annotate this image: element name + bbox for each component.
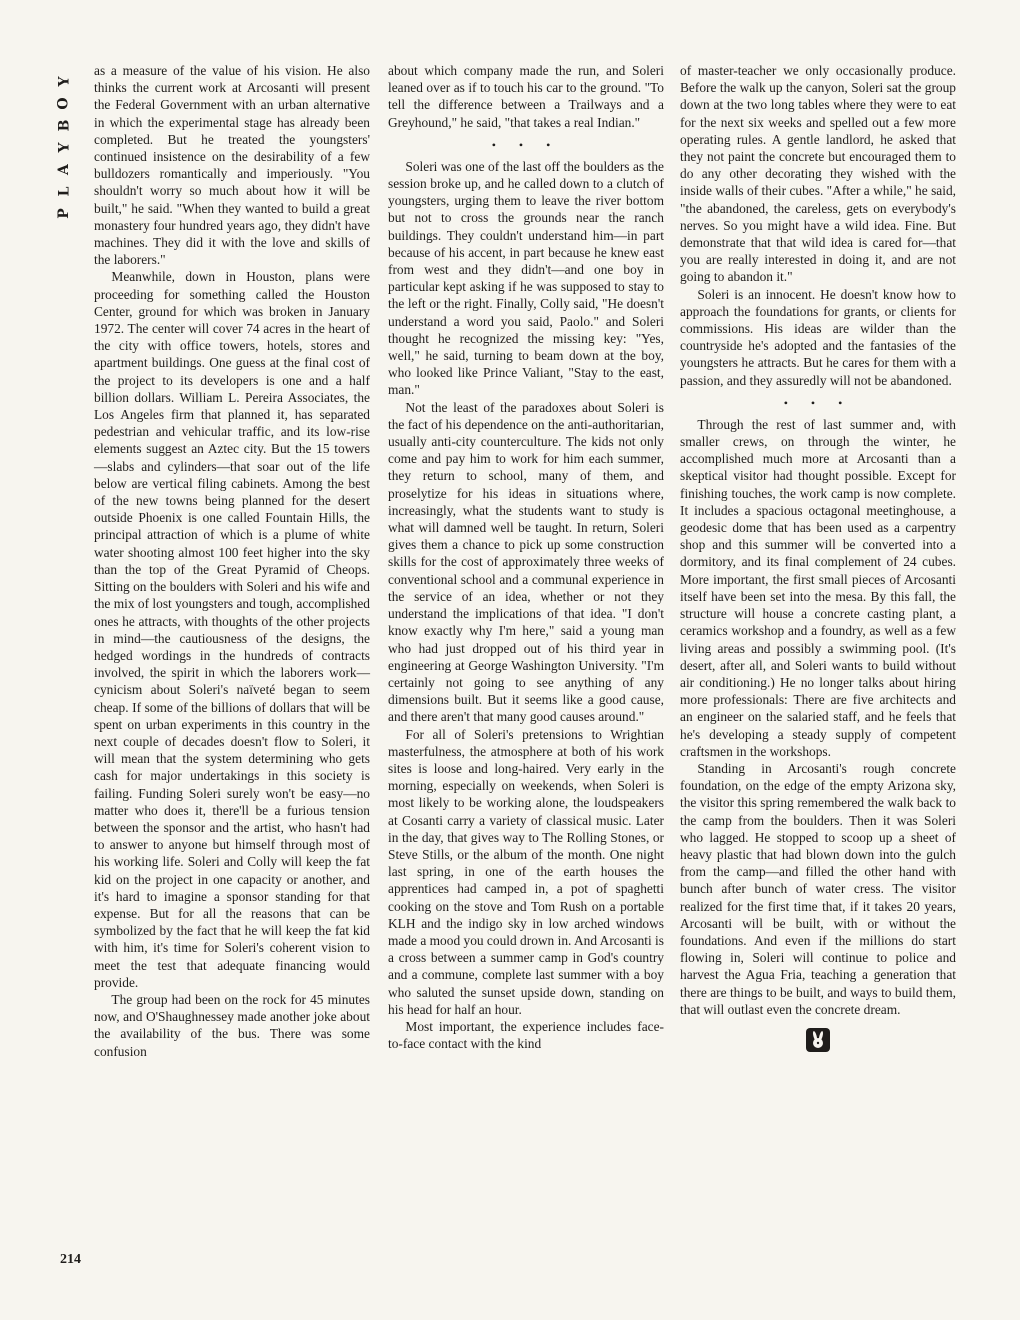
masthead-letter: B (56, 118, 72, 132)
masthead-letter: L (56, 185, 72, 197)
masthead-letter: A (56, 163, 72, 175)
article-column-2 (388, 62, 664, 1052)
section-separator: • • • (783, 395, 853, 410)
article-paragraph: as a measure of the value of his vision. He also thinks the current work at Arcosanti will present the Federal Government with an urban alternative in which the experimental stage has already been completed. But he treated the youngsters' continued insistence on the desirability of a few bulldozers romantically and imperiously. "You shouldn't worry so much about how it will be built," he said. "When they wanted to build a great monastery four hundred years ago, they didn't have machines. They did it with the love and skills of the laborers." (94, 63, 370, 268)
masthead-letter: Y (56, 75, 72, 87)
article-paragraph: Soleri was one of the last off the boulders as the session broke up, and he called down to a clutch of youngsters, urging them to leave the river bottom but not to cross the grounds near the ranch buildings. They couldn't understand him—in part because of his accent, in part because he knew east from west and they didn't—and one boy in particular kept asking if he was supposed to stay to the left or the right. Finally, Colly said, "He doesn't understand a word you said, Paolo." and Soleri thought he recognized the missing key: "Yes, well," he said, turning to beam down at the boy, who looked like Prince Valiant, "Stay to the east, man." (388, 158, 664, 398)
article-paragraph: For all of Soleri's pretensions to Wrightian masterfulness, the atmosphere at both of his work sites is loose and long-haired. Very early in the morning, especially on weekends, when Soleri is most likely to be working alone, the loudspeakers at Cosanti carry a variety of classical music. Later in the day, that gives way to The Rolling Stones, or Steve Stills, or the album of the month. One night last spring, in one of the earth houses the apprentices had camped in, a pot of spaghetti cooking on the stove and Tom Rush on a portable KLH and the indigo sky in low arched windows made a mood you could drown in. And Arcosanti is a cross between a summer camp in God's country and a commune, complete last summer with a boy who saluted the sunset upside down, standing on his head for half an hour. (388, 726, 664, 1017)
masthead-letter: Y (56, 141, 72, 153)
article-paragraph: Through the rest of last summer and, with smaller crews, on through the winter, he accomplished much more at Arcosanti than a skeptical visitor had thought possible. Except for finishing touches, the work camp is now complete. It includes a spacious octagonal meetinghouse, a geodesic dome that has been used as a carpentry shop and this summer will be converted into a dormitory, and its final complement of 24 cubes. More important, the first small pieces of Arcosanti itself have been set into the mesa. By this fall, the structure will house a concrete casting plant, a ceramics workshop and a foundry, as well as a few living areas and possibly a swimming pool. (It's desert, after all, and Soleri wants to build without air conditioning.) He no longer talks about hiring more professionals: There are five architects and an engineer on the salaried staff, and he feels that he's developing a steady supply of competent craftsmen in the workshops. (680, 416, 956, 759)
article-column-3 (680, 62, 956, 1052)
article-column-1 (94, 62, 370, 1060)
masthead-letter: P (56, 207, 72, 219)
section-separator: • • • (491, 137, 561, 152)
article-paragraph: Standing in Arcosanti's rough concrete foundation, on the edge of the empty Arizona sky, the visitor this spring remembered the walk back to the camp from the boulders. Then it was Soleri who lagged. He stopped to scoop up a sheet of heavy plastic that had blown down into the gulch from the camp—and filled the other hand with bunch after bunch of water cress. The visitor realized for the first time that, if it takes 20 years, Arcosanti will be built, with or without the foundations. And even if the millions do start flowing in, Soleri will continue to police and harvest the Agua Fria, teaching a generation that there are things to be built, and ways to build them, that will outlast even the concrete dream. (680, 760, 956, 1017)
article-paragraph: The group had been on the rock for 45 minutes now, and O'Shaughnessey made another joke about the availability of the bus. There was some confusion (94, 991, 370, 1059)
article-paragraph: about which company made the run, and Soleri leaned over as if to touch his car to the ground. "To tell the difference between a Trailways and a Greyhound," he said, "that takes a real Indian." (388, 63, 664, 130)
magazine-masthead (44, 70, 84, 230)
page-number: 214 (60, 1252, 81, 1267)
article-paragraph: Not the least of the paradoxes about Soleri is the fact of his dependence on the anti-authoritarian, usually anti-city counterculture. The kids not only come and pay him to work for him each summer, they return to school, many of them, and proselytize for his ideas in situations where, increasingly, what the students want to study is what will damned well be taught. In return, Soleri gives them a chance to pick up some construction skills for the cost of approximately three weeks of conventional school and a communal experience in the service of an idea, whether or not they understand the implications of that idea. "I don't know exactly why I'm here," said a young man who had just dropped out of his third year in engineering at George Washington University. "I'm certainly not going to see anything of any dimensions built. But it seems like a good cause, and there aren't that many good causes around." (388, 399, 664, 725)
article-paragraph: of master-teacher we only occasionally produce. Before the walk up the canyon, Soleri sat the group down at the two long tables where they were to eat for the next six weeks and spelled out a few more operating rules. A gentle landlord, he asked that they not paint the concrete but encouraged them to do any other decorating they wished with the inside walls of their cubes. "After a while," he said, "the abandoned, the careless, gets on everybody's nerves. So you might have a wild idea. Fine. But demonstrate that that wild idea is cared for—that you are really interested in doing it, and are not going to abandon it." (680, 63, 956, 285)
article-paragraph: Meanwhile, down in Houston, plans were proceeding for something called the Houston Center, ground for which was broken in January 1972. The center will cover 74 acres in the heart of the city with office towers, hotels, stores and apartment buildings. One guess at the final cost of the project to its developers is one and a half billion dollars. William L. Pereira Associates, the Los Angeles firm that planned it, has separated pedestrian and vehicular traffic, and its low-rise elements suggest an Aztec city. But the 15 towers—slabs and cylinders—that soar out of the life below are vertical filing cabinets. Among the best of the new towns being planned for the desert outside Phoenix is one called Fountain Hills, the principal attraction of which is a plume of white water shooting almost 100 feet higher into the sky than the top of the Great Pyramid of Cheops. Sitting on the boulders with Soleri and his wife and the mix of lost youngsters and tough, accomplished ones he attracts, with thoughts of the other projects in mind—the cautiousness of the designs, the hedged wordings in the hundreds of contracts involved, the spirit in which the laborers work—cynicism about Soleri's naïveté began to seem cheap. If some of the billions of dollars that will be spent on urban experiments in this country in the next couple of decades doesn't flow to Soleri, it will mean that the system determining who gets cash for major undertakings in this society is failing. Funding Soleri surely won't be easy—no matter who does it, there'll be a furious tension between the sponsor and the artist, who hasn't had to answer to anyone but himself through most of his working life. Soleri and Colly will keep the fat kid on the project in one capacity or another, and it's hard to imagine a sponsor standing for that expense. But for all the reasons that can be symbolized by the fact that he will keep the fat kid with him, it's time for Soleri's coherent vision to meet the test that adequate financing would provide. (94, 269, 370, 990)
rabbit-head-icon (806, 1028, 830, 1052)
article-paragraph: Soleri is an innocent. He doesn't know how to approach the foundations for grants, or clients for commissions. His ideas are wilder than the countryside he's adopted and the fantasies of the youngsters he attracts. But he cares for them with a passion, and they assuredly will not be abandoned. (680, 286, 956, 388)
article-paragraph: Most important, the experience includes face-to-face contact with the kind (388, 1018, 664, 1052)
masthead-letter: O (55, 96, 72, 110)
